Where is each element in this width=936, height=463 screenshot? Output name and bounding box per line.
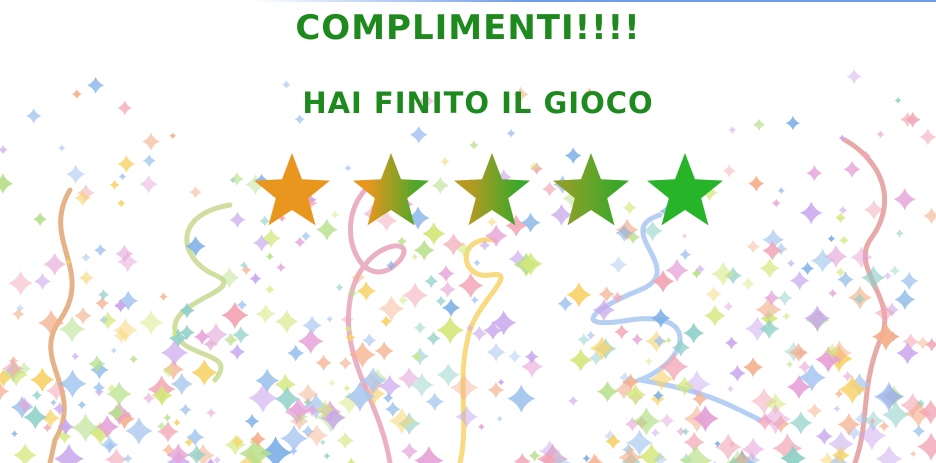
page-title: COMPLIMENTI!!!! <box>295 8 641 48</box>
page-subtitle: HAI FINITO IL GIOCO <box>302 86 654 120</box>
star-icon-2 <box>353 153 429 225</box>
star-icon-5 <box>647 153 723 225</box>
star-icon-4 <box>553 153 629 225</box>
star-icon-1 <box>254 153 330 225</box>
star-icon-3 <box>454 153 530 225</box>
